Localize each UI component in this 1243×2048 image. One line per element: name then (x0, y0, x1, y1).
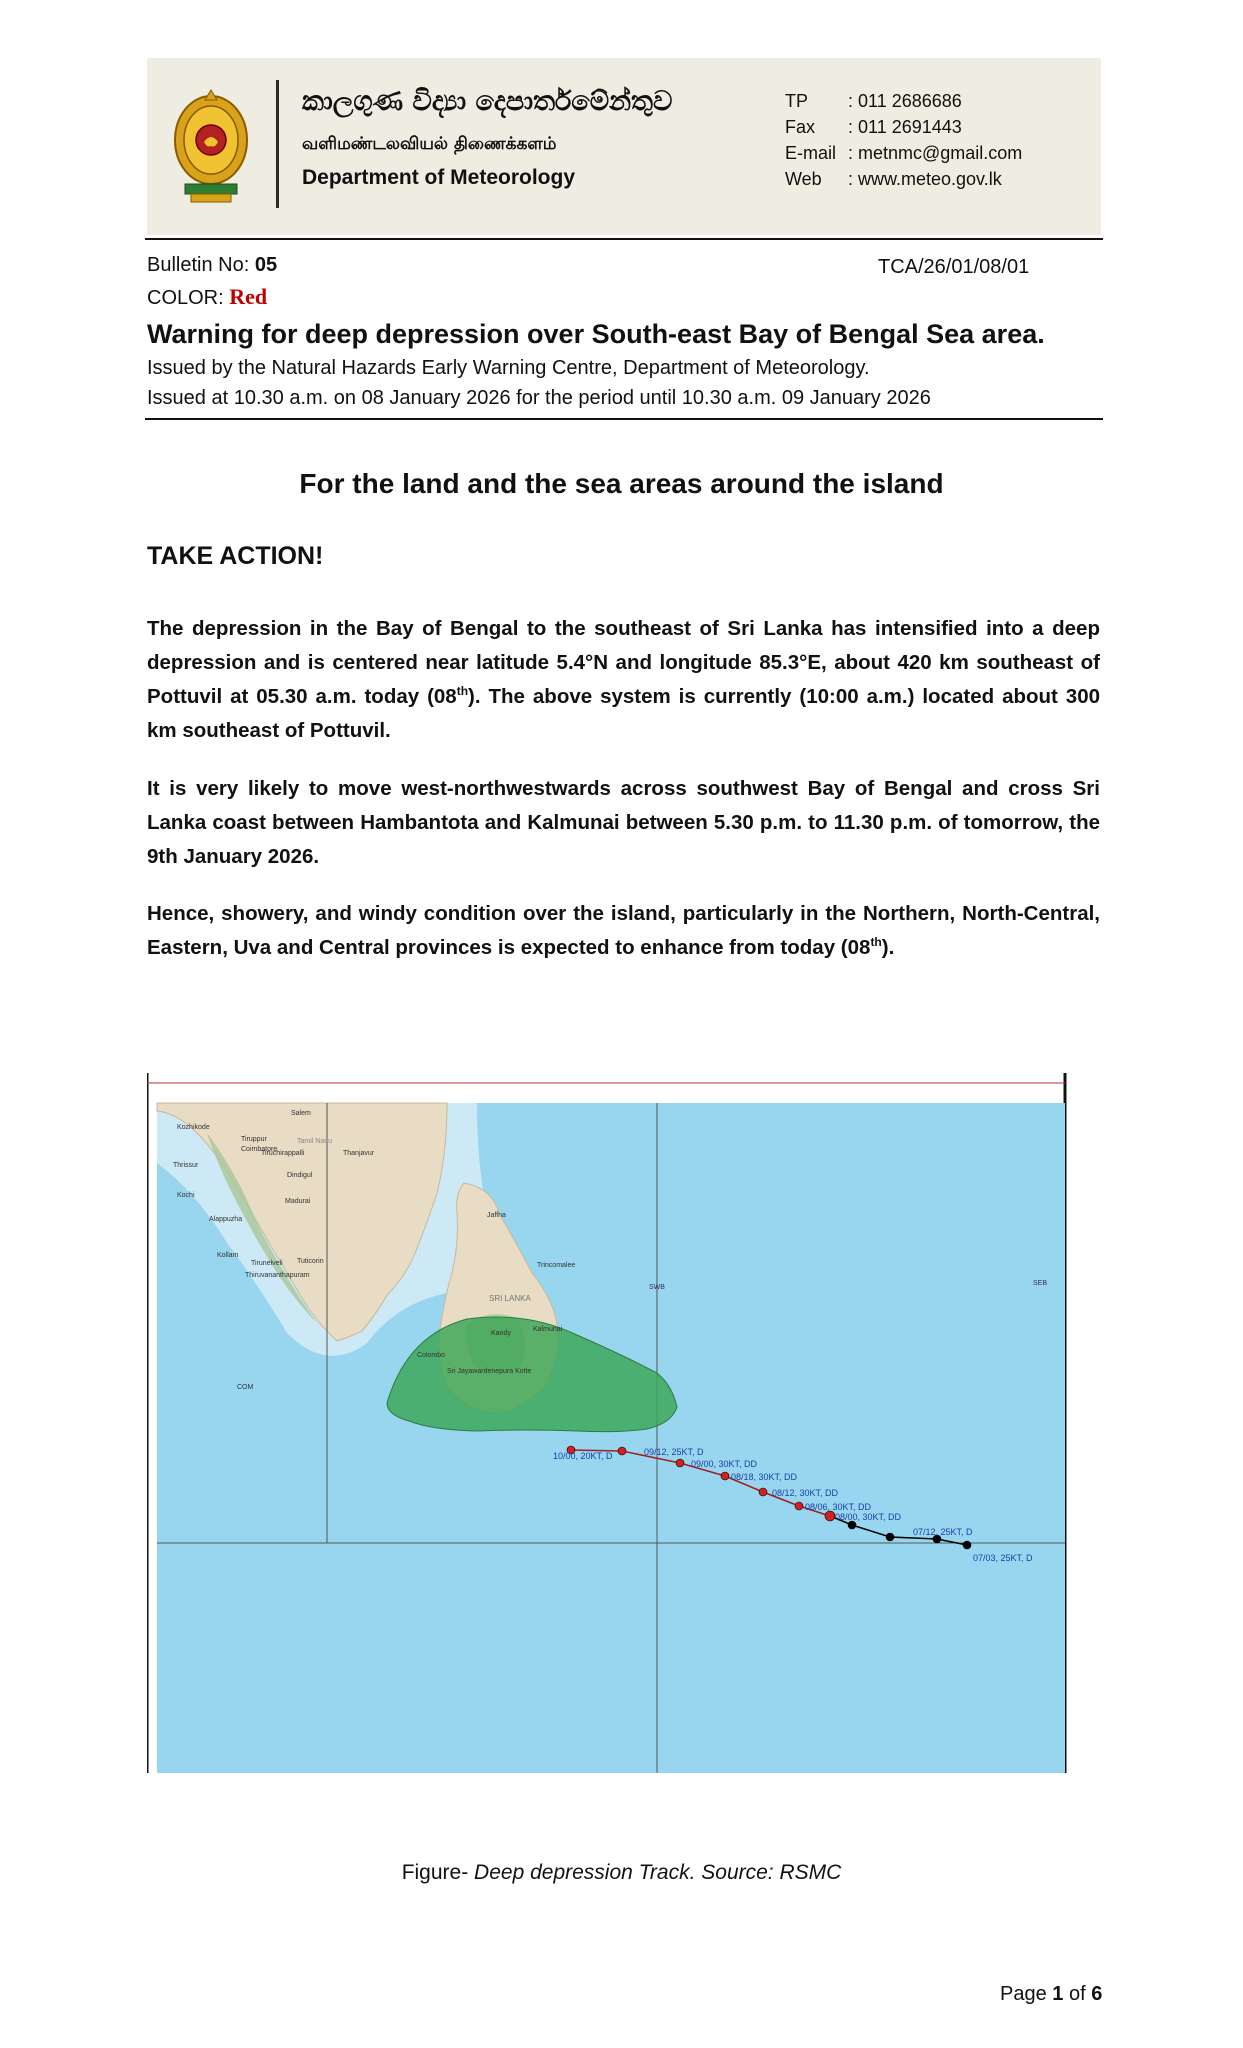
place-label: Madurai (285, 1198, 311, 1205)
place-label: Kochi (177, 1192, 195, 1199)
place-label: Salem (291, 1110, 311, 1117)
figure-caption: Figure- Deep depression Track. Source: RSMC (401, 1861, 842, 1884)
bulletin-title: Warning for deep depression over South-east Bay of Bengal Sea area. (147, 319, 1045, 349)
paragraph-3: Hence, showery, and windy condition over the island, particularly in the Northern, North-Central, Eastern, Uva and Central provinces is expected to enhance from today (08th). (147, 902, 1100, 959)
forecast-track-point (618, 1447, 626, 1455)
bulletin-reference: TCA/26/01/08/01 (878, 256, 1030, 278)
place-label: Colombo (417, 1352, 446, 1359)
place-label: SRI LANKA (489, 1294, 531, 1303)
issued-by: Issued by the Natural Hazards Early Warning Centre, Department of Meteorology. (147, 357, 870, 379)
forecast-track-point (759, 1488, 767, 1496)
national-emblem-logo (171, 80, 251, 210)
place-label: Tiruppur (241, 1136, 267, 1143)
place-label: Tuticorin (297, 1258, 324, 1265)
place-label: Thanjavur (343, 1150, 375, 1157)
contact-email: E-mail : metnmc@gmail.com (785, 143, 1023, 163)
place-label: Tirunelveli (251, 1260, 283, 1267)
paragraph-2: It is very likely to move west-northwestwards across southwest Bay of Bengal and cross Sri Lanka coast between Hambantota and Kalmunai between 5.30 p.m. to 11.30 p.m. of tomorrow, the 9th January 2026. (147, 777, 1100, 868)
scope-heading: For the land and the sea areas around the island (299, 468, 944, 499)
forecast-track-label: 08/06, 30KT, DD (805, 1502, 872, 1512)
org-name-english: Department of Meteorology (302, 166, 576, 189)
place-label: Kalmunai (533, 1326, 563, 1333)
issued-at: Issued at 10.30 a.m. on 08 January 2026 for the period until 10.30 a.m. 09 January 2026 (147, 387, 931, 409)
place-label: Coimbatore (241, 1146, 278, 1153)
place-label: Trincomalee (537, 1262, 576, 1269)
region-label: COM (237, 1384, 254, 1391)
place-label: Tamil Nadu (297, 1138, 333, 1145)
place-label: Jaffna (487, 1212, 506, 1219)
forecast-track-label: 08/18, 30KT, DD (731, 1472, 798, 1482)
header-banner (147, 58, 1101, 235)
forecast-track-point (795, 1502, 803, 1510)
org-name-tamil: வளிமண்டலவியல் திணைக்களம் (302, 134, 557, 154)
place-label: Kandy (491, 1330, 511, 1337)
take-action-heading: TAKE ACTION! (147, 542, 324, 570)
observed-track-point (848, 1521, 856, 1529)
observed-track-label: 07/12, 25KT, D (913, 1527, 973, 1537)
place-label: Kozhikode (177, 1124, 210, 1131)
place-label: Tiruchirappalli (261, 1150, 305, 1157)
header-rule (145, 238, 1103, 240)
bulletin-number: Bulletin No: 05 (147, 254, 278, 276)
org-name-sinhala: කාලගුණ විද්‍යා දෙපාර්තමේන්තුව (302, 86, 673, 117)
forecast-track-label: 09/00, 30KT, DD (691, 1459, 758, 1469)
bulletin-color: COLOR: Red (147, 284, 268, 309)
region-label: SEB (1033, 1280, 1048, 1287)
header-divider (276, 80, 279, 208)
contact-tp: TP : 011 2686686 (785, 91, 962, 111)
place-label: Kollam (217, 1252, 239, 1259)
region-label: SWB (649, 1284, 665, 1291)
bulletin-rule (145, 418, 1103, 420)
place-label: Dindigul (287, 1172, 313, 1179)
place-label: Thrissur (173, 1162, 199, 1169)
paragraph-1: The depression in the Bay of Bengal to the southeast of Sri Lanka has intensified into a deep depression and is centered near latitude 5.4°N and longitude 85.3°E, about 420 km southeast of Pottuvil at 05.30 a.m. today (08th). The above system is currently (10:00 a.m.) located about 300 km southeast of Pottuvil. (147, 617, 1100, 742)
page-number: Page 1 of 6 (1000, 1983, 1103, 2005)
forecast-track-label: 08/00, 30KT, DD (835, 1512, 902, 1522)
track-map (147, 1073, 1067, 1773)
forecast-track-point (825, 1511, 835, 1521)
observed-track-label: 07/03, 25KT, D (973, 1553, 1033, 1563)
forecast-track-label: 08/12, 30KT, DD (772, 1488, 839, 1498)
observed-track-point (886, 1533, 894, 1541)
forecast-track-point (721, 1472, 729, 1480)
contact-fax: Fax : 011 2691443 (785, 117, 962, 137)
forecast-track-label: 10/00, 20KT, D (553, 1451, 613, 1461)
color-value: Red (229, 284, 268, 309)
contact-web: Web : www.meteo.gov.lk (785, 169, 1002, 189)
place-label: Thiruvananthapuram (245, 1272, 310, 1279)
place-label: Sri Jayawardenepura Kotte (447, 1368, 532, 1375)
observed-track-point (963, 1541, 971, 1549)
place-label: Alappuzha (209, 1216, 243, 1223)
forecast-track-label: 09/12, 25KT, D (644, 1447, 704, 1457)
forecast-track-point (676, 1459, 684, 1467)
